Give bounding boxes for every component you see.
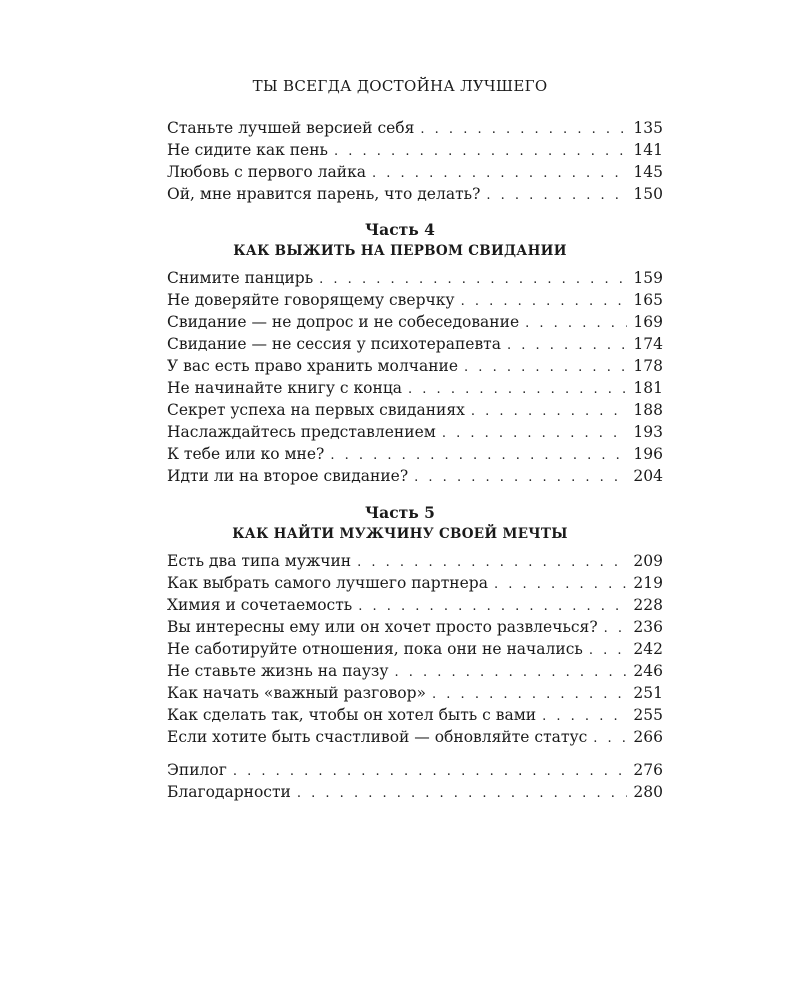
toc-part-4-list <box>167 267 663 487</box>
toc-entry[interactable] <box>167 355 663 377</box>
part-number: Часть 5 <box>365 503 435 522</box>
toc-leader-dots <box>432 684 627 706</box>
toc-entry-title: Не ставьте жизнь на паузу <box>167 662 389 680</box>
toc-entry-page: 236 <box>633 618 663 636</box>
toc-leader-dots <box>542 706 627 728</box>
toc-entry-page: 165 <box>633 291 663 309</box>
toc-leader-dots <box>464 357 627 379</box>
toc-entry[interactable] <box>167 660 663 682</box>
toc-entry-title: Идти ли на второе свидание? <box>167 467 409 485</box>
toc-entry-title: Свидание — не допрос и не собеседование <box>167 313 520 331</box>
toc-entry-title: Если хотите быть счастливой — обновляйте статус <box>167 728 588 746</box>
toc-entry-page: 145 <box>633 163 663 181</box>
toc-entry[interactable] <box>167 139 663 161</box>
toc-entry[interactable] <box>167 572 663 594</box>
toc-leader-dots <box>442 423 628 445</box>
toc-entry-page: 266 <box>633 728 663 746</box>
part-title: КАК НАЙТИ МУЖЧИНУ СВОЕЙ МЕЧТЫ <box>232 526 568 542</box>
toc-entry-page: 135 <box>633 119 663 137</box>
toc-entry-page: 228 <box>633 596 663 614</box>
toc-entry-title: У вас есть право хранить молчание <box>167 357 459 375</box>
toc-entry-title: Не саботируйте отношения, пока они не начались <box>167 640 583 658</box>
toc-entry[interactable] <box>167 759 663 781</box>
toc-entry[interactable] <box>167 289 663 311</box>
part-title: КАК ВЫЖИТЬ НА ПЕРВОМ СВИДАНИИ <box>233 243 567 259</box>
toc-entry[interactable] <box>167 333 663 355</box>
toc-leader-dots <box>461 291 628 313</box>
toc-leader-dots <box>319 269 627 291</box>
toc-leader-dots <box>358 596 627 618</box>
part-5-heading <box>0 503 800 545</box>
toc-entry-page: 219 <box>633 574 663 592</box>
toc-entry[interactable] <box>167 704 663 726</box>
toc-leader-dots <box>394 662 627 684</box>
toc-leader-dots <box>297 783 628 805</box>
toc-entry-page: 150 <box>633 185 663 203</box>
toc-entry-page: 204 <box>633 467 663 485</box>
toc-entry-title: Секрет успеха на первых свиданиях <box>167 401 465 419</box>
toc-entry[interactable] <box>167 726 663 748</box>
toc-entry-page: 246 <box>633 662 663 680</box>
toc-entry[interactable] <box>167 377 663 399</box>
toc-entry-title: Свидание — не сессия у психотерапевта <box>167 335 501 353</box>
toc-entry[interactable] <box>167 161 663 183</box>
toc-entry-title: Благодарности <box>167 783 291 801</box>
toc-entry[interactable] <box>167 421 663 443</box>
toc-entry-page: 193 <box>633 423 663 441</box>
toc-entry[interactable] <box>167 399 663 421</box>
toc-entry-page: 242 <box>633 640 663 658</box>
toc-entry-title: Эпилог <box>167 761 227 779</box>
running-head: ТЫ ВСЕГДА ДОСТОЙНА ЛУЧШЕГО <box>252 77 548 95</box>
toc-entry-title: Не начинайте книгу с конца <box>167 379 403 397</box>
toc-entry-page: 209 <box>633 552 663 570</box>
toc-leader-dots <box>334 141 627 163</box>
toc-entry-page: 181 <box>633 379 663 397</box>
toc-entry-title: Любовь с первого лайка <box>167 163 367 181</box>
toc-entry-title: К тебе или ко мне? <box>167 445 325 463</box>
toc-entry-page: 251 <box>633 684 663 702</box>
toc-leader-dots <box>589 640 628 662</box>
toc-leader-dots <box>414 467 627 489</box>
toc-entry-page: 141 <box>633 141 663 159</box>
toc-leader-dots <box>420 119 627 141</box>
toc-entry[interactable] <box>167 465 663 487</box>
toc-entry-title: Химия и сочетаемость <box>167 596 353 614</box>
toc-part-5-list <box>167 550 663 748</box>
toc-entry[interactable] <box>167 117 663 139</box>
toc-entry-page: 188 <box>633 401 663 419</box>
toc-leader-dots <box>471 401 628 423</box>
toc-entry-title: Не сидите как пень <box>167 141 328 159</box>
toc-entry[interactable] <box>167 638 663 660</box>
toc-leader-dots <box>507 335 627 357</box>
toc-entry[interactable] <box>167 311 663 333</box>
toc-entry-page: 280 <box>633 783 663 801</box>
part-number: Часть 4 <box>365 220 435 239</box>
toc-entry-page: 169 <box>633 313 663 331</box>
toc-entry-title: Как начать «важный разговор» <box>167 684 427 702</box>
toc-entry-title: Снимите панцирь <box>167 269 314 287</box>
toc-entry-page: 196 <box>633 445 663 463</box>
toc-entry-title: Есть два типа мужчин <box>167 552 352 570</box>
toc-entry-page: 255 <box>633 706 663 724</box>
toc-entry-title: Наслаждайтесь представлением <box>167 423 436 441</box>
toc-entry[interactable] <box>167 550 663 572</box>
toc-leader-dots <box>604 618 628 640</box>
toc-leader-dots <box>494 574 627 596</box>
toc-closing-list <box>167 759 663 803</box>
toc-leader-dots <box>233 761 628 783</box>
toc-entry-title: Как выбрать самого лучшего партнера <box>167 574 488 592</box>
toc-leader-dots <box>486 185 627 207</box>
toc-entry-title: Ой, мне нравится парень, что делать? <box>167 185 481 203</box>
toc-entry[interactable] <box>167 443 663 465</box>
toc-leader-dots <box>593 728 627 750</box>
toc-leader-dots <box>408 379 627 401</box>
toc-entry-page: 178 <box>633 357 663 375</box>
toc-leader-dots <box>357 552 627 574</box>
toc-entry-title: Станьте лучшей версией себя <box>167 119 415 137</box>
toc-entry[interactable] <box>167 183 663 205</box>
toc-entry-page: 159 <box>633 269 663 287</box>
toc-entry[interactable] <box>167 267 663 289</box>
toc-entry[interactable] <box>167 682 663 704</box>
toc-leader-dots <box>330 445 627 467</box>
part-4-heading <box>0 220 800 262</box>
toc-entry[interactable] <box>167 594 663 616</box>
toc-entry[interactable] <box>167 616 663 638</box>
toc-entry-title: Как сделать так, чтобы он хотел быть с вами <box>167 706 537 724</box>
toc-entry-page: 174 <box>633 335 663 353</box>
toc-intro-list <box>167 117 663 205</box>
toc-entry-page: 276 <box>633 761 663 779</box>
toc-leader-dots <box>372 163 627 185</box>
toc-entry[interactable] <box>167 781 663 803</box>
toc-entry-title: Вы интересны ему или он хочет просто развлечься? <box>167 618 598 636</box>
toc-leader-dots <box>525 313 627 335</box>
toc-entry-title: Не доверяйте говорящему сверчку <box>167 291 455 309</box>
